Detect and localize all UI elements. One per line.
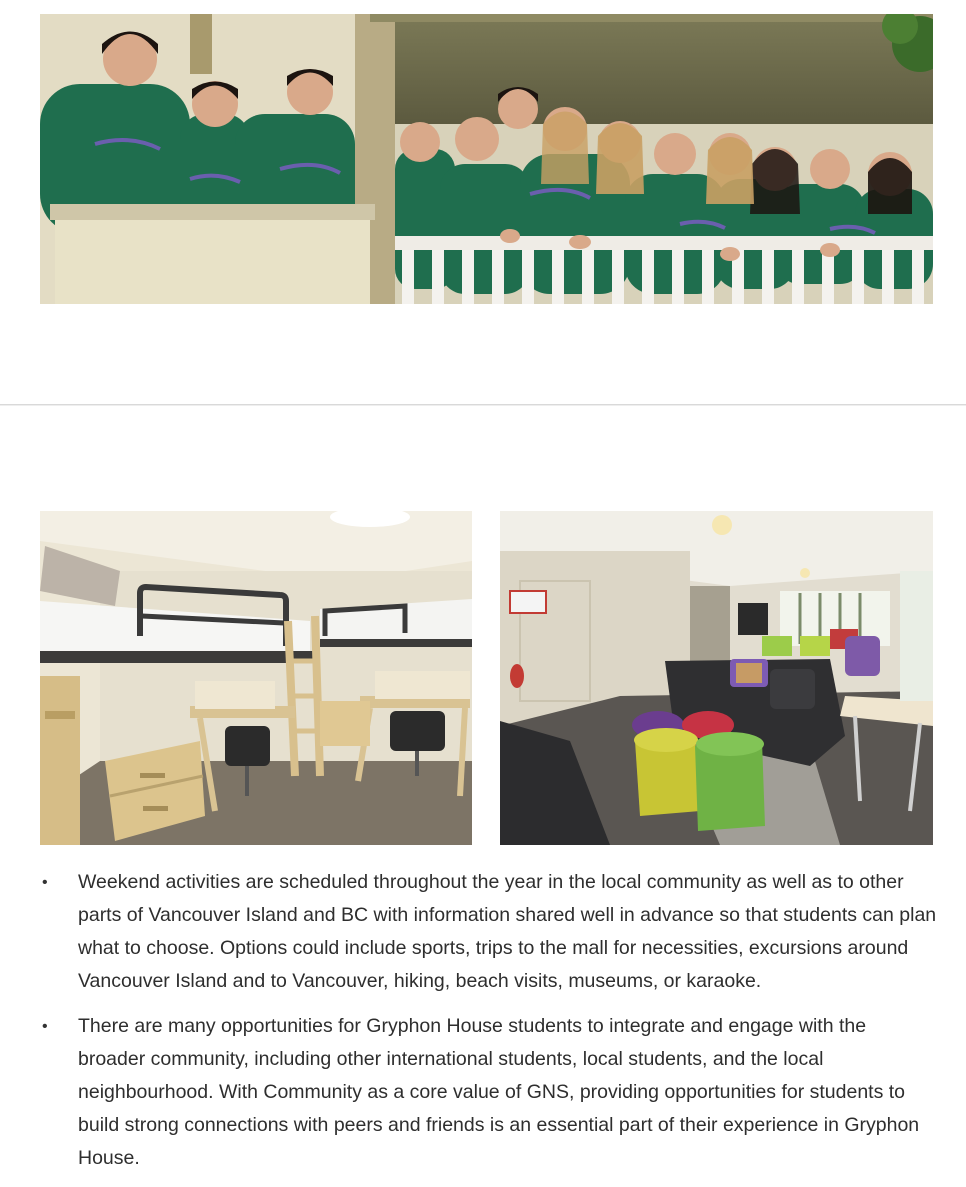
bullet-community-opportunities	[38, 1010, 938, 1175]
section-divider	[0, 404, 966, 405]
bullet-weekend-activities	[38, 866, 938, 998]
lounge-photo	[500, 511, 933, 845]
bullet-text: Weekend activities are scheduled throughout the year in the local community as well as to other parts of Vancouver Island and BC with information shared well in advance so that students can plan what to choose. Options could include sports, trips to the mall for necessities, excursions around Vancouver Island and to Vancouver, hiking, beach visits, museums, or karaoke.	[78, 871, 937, 992]
info-bullet-list	[38, 866, 938, 1187]
group-photo-illustration	[40, 14, 933, 304]
bullet-marker: •	[42, 1018, 48, 1035]
lounge-illustration	[500, 511, 933, 845]
dorm-room-photo	[40, 511, 472, 845]
group-photo	[40, 14, 933, 304]
dorm-room-illustration	[40, 511, 472, 845]
bullet-text: There are many opportunities for Gryphon House students to integrate and engage with the broader community, including other international students, local students, and the local neighbourhood. With Community as a core value of GNS, providing opportunities for students to build strong connections with peers and friends is an essential part of their experience in Gryphon House.	[78, 1015, 920, 1169]
bullet-marker: •	[42, 874, 48, 891]
